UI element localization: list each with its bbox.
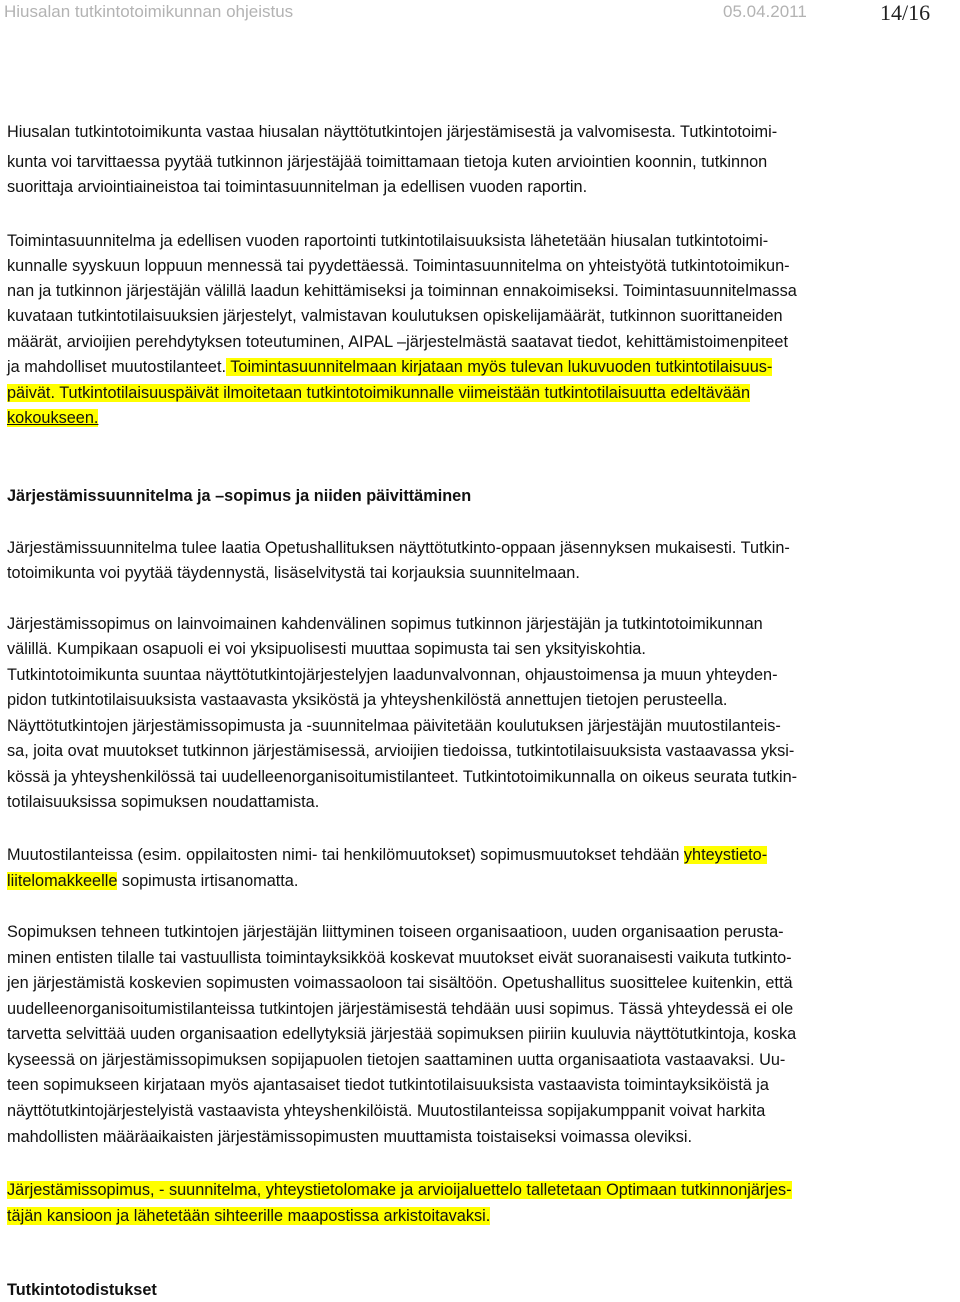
- text-line: näyttötutkintojärjestelyistä vastaavista yhteyshenkilöistä. Muutostilanteissa sopijakumppanit voivat harkita: [7, 1102, 766, 1120]
- text-line: kunnalle syyskuun loppuun mennessä tai pyydettäessä. Toimintasuunnitelma on yhteistyötä tutkintotoimikun-: [7, 257, 790, 275]
- highlighted-text: täjän kansioon ja lähetetään sihteerille maapostissa arkistoitavaksi.: [7, 1207, 491, 1225]
- text-span: Muutostilanteissa (esim. oppilaitosten nimi- tai henkilömuutokset) sopimusmuutokset tehdään: [7, 846, 684, 864]
- text-line: Järjestämissopimus on lainvoimainen kahdenvälinen sopimus tutkinnon järjestäjän ja tutkintotoimikunnan: [7, 615, 763, 633]
- highlighted-text: yhteystieto-: [683, 846, 768, 864]
- text-line: totilaisuuksissa sopimuksen noudattamista.: [7, 793, 320, 811]
- text-line: [7, 406, 98, 430]
- text-line: uudelleenorganisoitumistilanteissa tutkintojen järjestämisestä tehdään uusi sopimus. Tässä yhteydessä ei ole: [7, 1000, 794, 1018]
- page-number: 14/16: [880, 0, 931, 25]
- text-line: mahdollisten määräaikaisten järjestämissopimusten muuttamista toistaiseksi voimassa oleviksi.: [7, 1128, 692, 1146]
- text-line: Hiusalan tutkintotoimikunta vastaa hiusalan näyttötutkintojen järjestämisestä ja valvomisesta. Tutkintotoimi-: [7, 123, 778, 141]
- text-line: välillä. Kumpikaan osapuoli ei voi yksipuolisesti muuttaa sopimusta tai sen yksityiskohtia.: [7, 640, 646, 658]
- text-line: [7, 843, 767, 867]
- text-line: määrät, arvioijien perehdytyksen toteutuminen, AIPAL –järjestelmästä saatavat tiedot, kehittämistoimenpiteet: [7, 333, 789, 351]
- text-span: sopimusta irtisanomatta.: [117, 872, 299, 890]
- text-line: [7, 381, 750, 405]
- text-span: ja mahdolliset muutostilanteet.: [7, 358, 227, 376]
- highlighted-text: kokoukseen.: [7, 409, 99, 427]
- text-line: sa, joita ovat muutokset tutkinnon järjestämisessä, arvioijien tiedoissa, tutkintotilaisuuksista vastaavassa yksi-: [7, 742, 795, 760]
- text-line: nan ja tutkinnon järjestäjän välillä laadun kehittämiseksi ja toiminnan ennakoimiseksi. Toimintasuunnitelmassa: [7, 282, 797, 300]
- highlighted-text: Toimintasuunnitelmaan kirjataan myös tulevan lukuvuoden tutkintotilaisuus-: [226, 358, 773, 376]
- text-line: Sopimuksen tehneen tutkintojen järjestäjän liittyminen toiseen organisaatioon, uuden organisaation perusta-: [7, 923, 784, 941]
- section-heading: Tutkintotodistukset: [7, 1281, 157, 1299]
- text-line: Järjestämissuunnitelma tulee laatia Opetushallituksen näyttötutkinto-oppaan jäsennyksen mukaisesti. Tutkin-: [7, 539, 790, 557]
- text-line: [7, 355, 772, 379]
- text-line: Tutkintotoimikunta suuntaa näyttötutkintojärjestelyjen laadunvalvonnan, ohjaustoimensa ja muun yhteyden-: [7, 666, 778, 684]
- text-line: kössä ja yhteyshenkilössä tai uudelleenorganisoitumistilanteet. Tutkintotoimikunnalla on oikeus seurata tutkin-: [7, 768, 798, 786]
- text-line: minen entisten tilalle tai vastuullista toimintayksikköä koskevat muutokset eivät suoranaisesti vaikuta tutkinto-: [7, 949, 792, 967]
- text-line: pidon tutkintotilaisuuksista vastaavasta yksiköstä ja yhteyshenkilöstä annettujen tietojen perusteella.: [7, 691, 728, 709]
- text-line: Toimintasuunnitelma ja edellisen vuoden raportointi tutkintotilaisuuksista lähetetään hiusalan tutkintotoimi-: [7, 232, 769, 250]
- text-line: kyseessä on järjestämissopimuksen sopijapuolen tietojen saattaminen uutta organisaatiota vastaavaksi. Uu-: [7, 1051, 786, 1069]
- text-line: kuvataan tutkintotilaisuuksien järjestelyt, valmistavan koulutuksen opiskelijamäärät, tutkinnon suorittaneiden: [7, 307, 783, 325]
- document-title: Hiusalan tutkintotoimikunnan ohjeistus: [4, 2, 294, 21]
- text-line: [7, 1178, 792, 1202]
- text-line: suorittaja arviointiaineistoa tai toimintasuunnitelman ja edellisen vuoden raportin.: [7, 178, 588, 196]
- text-line: [7, 869, 298, 893]
- text-line: kunta voi tarvittaessa pyytää tutkinnon järjestäjää toimittamaan tietoja kuten arviointien koonnin, tutkinnon: [7, 153, 768, 171]
- text-line: teen sopimukseen kirjataan myös ajantasaiset tiedot tutkintotilaisuuksista vastaavista toimintayksiköistä ja: [7, 1076, 769, 1094]
- document-date: 05.04.2011: [723, 2, 807, 21]
- text-line: [7, 1204, 490, 1228]
- text-line: tarvetta selvittää uuden organisaation edellytyksiä järjestää sopimuksen piiriin kuuluvia näyttötutkintoja, koska: [7, 1025, 797, 1043]
- highlighted-text: Järjestämissopimus, - suunnitelma, yhteystietolomake ja arvioijaluettelo talletetaan Optimaan tutkinnonjärjes-: [7, 1181, 792, 1199]
- text-line: jen järjestämistä koskevien sopimusten voimassaoloon tai sisältöön. Opetushallitus suosittelee kuitenkin, että: [7, 974, 793, 992]
- text-line: totoimikunta voi pyytää täydennystä, lisäselvitystä tai korjauksia suunnitelmaan.: [7, 564, 580, 582]
- highlighted-text: liitelomakkeelle: [7, 872, 118, 890]
- highlighted-text: päivät. Tutkintotilaisuuspäivät ilmoitetaan tutkintotoimikunnalle viimeistään tutkintotilaisuutta edeltävään: [7, 384, 751, 402]
- text-line: Näyttötutkintojen järjestämissopimusta ja -suunnitelmaa päivitetään koulutuksen järjestäjän muutostilanteis-: [7, 717, 781, 735]
- section-heading: Järjestämissuunnitelma ja –sopimus ja niiden päivittäminen: [7, 487, 472, 505]
